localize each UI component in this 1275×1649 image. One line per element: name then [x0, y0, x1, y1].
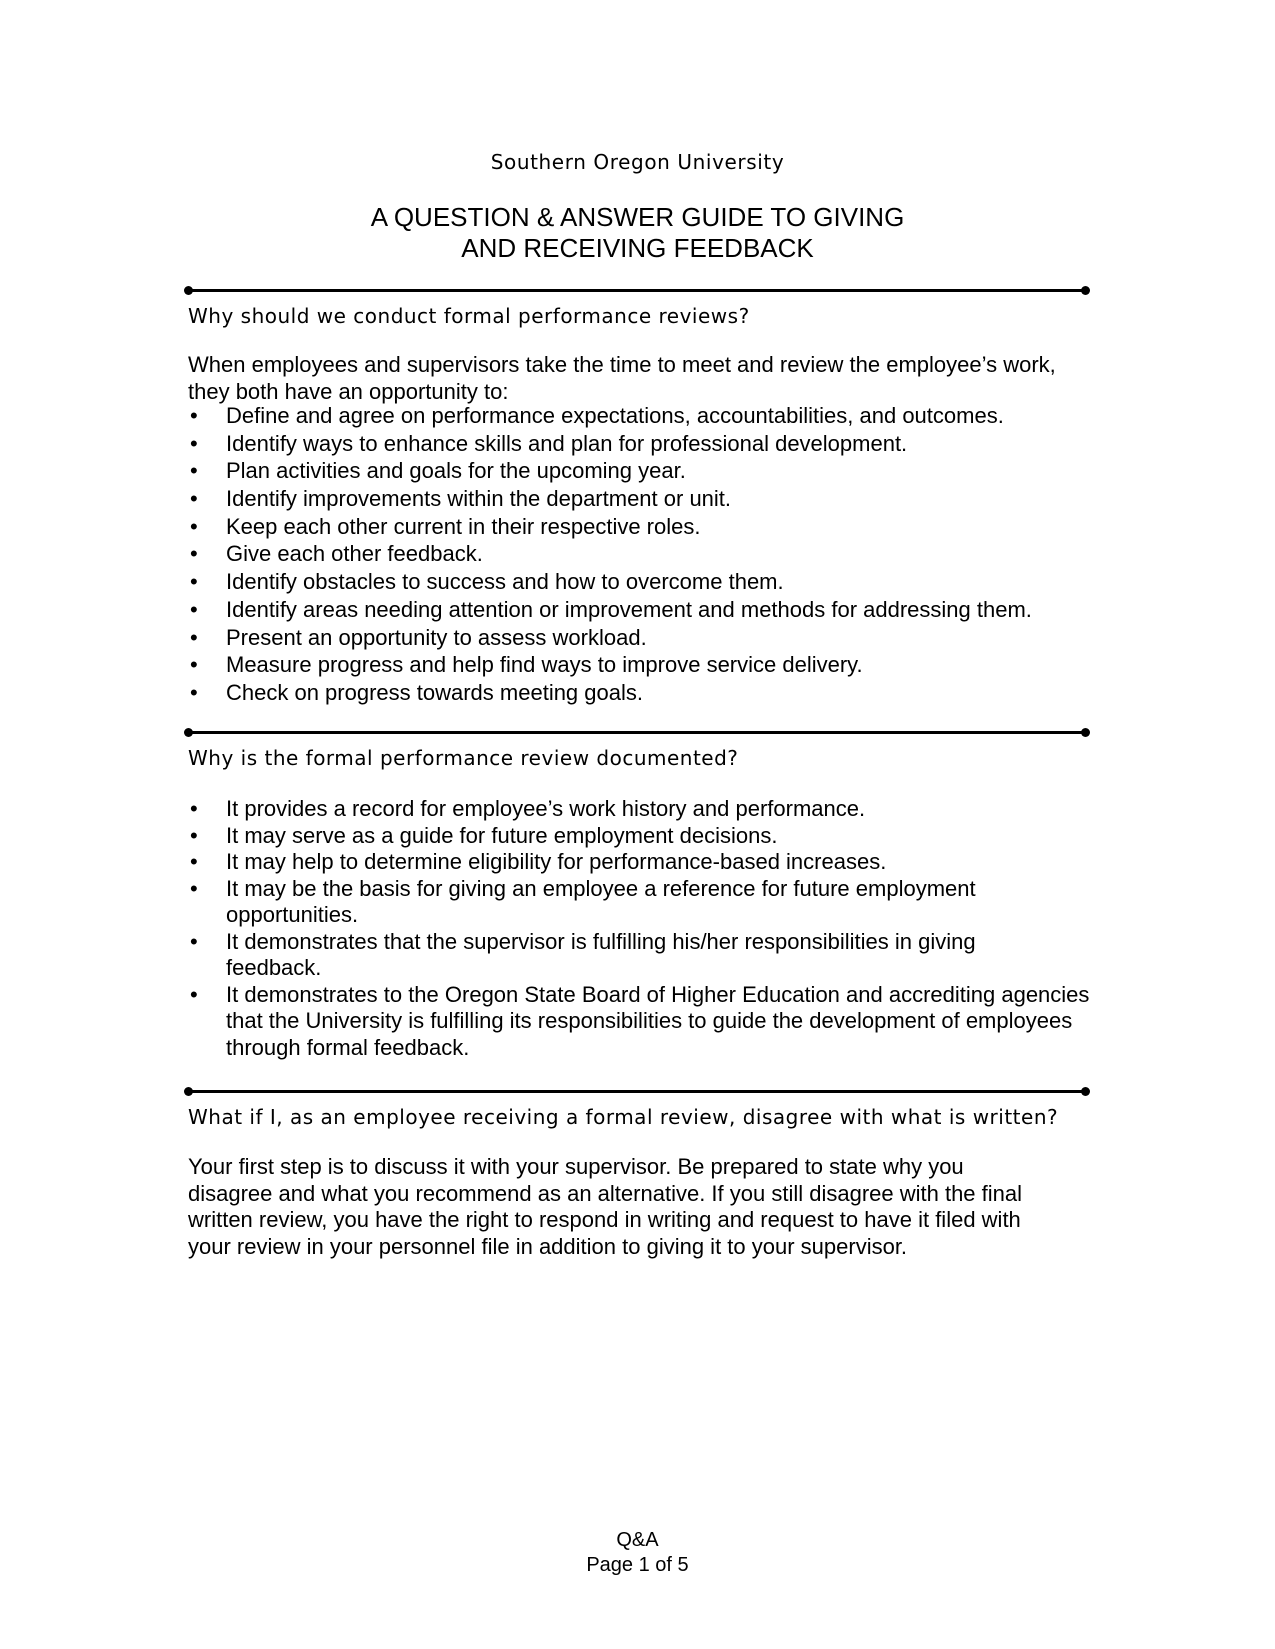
- list-item: [188, 796, 1098, 823]
- bullet-icon: •: [190, 486, 198, 512]
- bullet-icon: •: [190, 513, 198, 539]
- list-item-text: Measure progress and help find ways to improve service delivery.: [226, 652, 863, 678]
- list-item-text: Identify ways to enhance skills and plan for professional development.: [226, 430, 908, 456]
- list-item-text: Identify improvements within the department or unit.: [226, 486, 732, 512]
- university-name: Southern Oregon University: [490, 150, 785, 174]
- list-item-text: It may serve as a guide for future employment decisions.: [226, 822, 778, 848]
- list-item-text: It provides a record for employee’s work history and performance.: [226, 796, 866, 821]
- bullet-icon: •: [190, 596, 198, 622]
- section-1-question: Why should we conduct formal performance reviews?: [188, 304, 750, 328]
- list-item: [188, 982, 1098, 1062]
- footer-label: Q&A: [616, 1529, 659, 1551]
- list-item: [188, 569, 1098, 596]
- section-3-answer: Your first step is to discuss it with your supervisor. Be prepared to state why you disagree and what you recommend as an alternative. If you still disagree with the final written review, you have the right to respond in writing and request to have it filed with your review in your personnel file in addition to giving it to your supervisor.: [188, 1154, 1023, 1259]
- bullet-icon: •: [190, 875, 198, 901]
- list-item-text: Check on progress towards meeting goals.: [226, 679, 643, 705]
- section-1-intro: When employees and supervisors take the time to meet and review the employee’s work, they both have an opportunity to:: [188, 352, 1056, 404]
- list-item: [188, 625, 1098, 652]
- list-item-text: Identify areas needing attention or improvement and methods for addressing them.: [226, 596, 1032, 622]
- bullet-icon: •: [190, 430, 198, 456]
- bullet-icon: •: [190, 652, 198, 678]
- page-footer: [0, 1528, 1275, 1578]
- title-line-1: A QUESTION & ANSWER GUIDE TO GIVING: [370, 202, 905, 232]
- section-3-question: What if I, as an employee receiving a formal review, disagree with what is written?: [188, 1105, 1059, 1129]
- list-item: [188, 876, 1026, 929]
- list-item: [188, 403, 1098, 430]
- section-divider: [188, 1090, 1086, 1093]
- list-item: [188, 486, 1098, 513]
- page-number: Page 1 of 5: [586, 1554, 689, 1576]
- list-item-text: Define and agree on performance expectations, accountabilities, and outcomes.: [226, 403, 1004, 428]
- list-item-text: It may be the basis for giving an employee a reference for future employment opportunities.: [226, 875, 976, 927]
- list-item: [188, 929, 1026, 982]
- bullet-icon: •: [190, 849, 198, 874]
- title-line-2: AND RECEIVING FEEDBACK: [461, 233, 814, 263]
- list-item: [188, 597, 1098, 624]
- list-item-text: Give each other feedback.: [226, 541, 483, 567]
- section-1-bullet-list: [188, 403, 1098, 708]
- bullet-icon: •: [190, 822, 198, 848]
- bullet-icon: •: [190, 679, 198, 705]
- bullet-icon: •: [190, 928, 198, 954]
- bullet-icon: •: [190, 403, 198, 428]
- list-item: [188, 458, 1098, 485]
- list-item: [188, 514, 1098, 541]
- document-title: [0, 202, 1275, 264]
- list-item: [188, 652, 1098, 679]
- list-item-text: It demonstrates to the Oregon State Board of Higher Education and accrediting agencies that the University is fulfilling its responsibilities to guide the development of employees through formal feedback.: [226, 981, 1090, 1060]
- bullet-icon: •: [190, 458, 198, 484]
- bullet-icon: •: [190, 541, 198, 567]
- list-item-text: It demonstrates that the supervisor is fulfilling his/her responsibilities in giving feedback.: [226, 928, 976, 980]
- list-item: [188, 541, 1098, 568]
- list-item: [188, 823, 1098, 850]
- bullet-icon: •: [190, 981, 198, 1007]
- list-item-text: Identify obstacles to success and how to overcome them.: [226, 569, 784, 595]
- section-divider: [188, 731, 1086, 734]
- list-item-text: Plan activities and goals for the upcoming year.: [226, 458, 686, 484]
- section-divider: [188, 289, 1086, 292]
- list-item-text: Keep each other current in their respective roles.: [226, 513, 701, 539]
- bullet-icon: •: [190, 569, 198, 595]
- list-item: [188, 849, 1098, 876]
- section-2-bullet-list: [188, 796, 1098, 1061]
- list-item-text: It may help to determine eligibility for performance-based increases.: [226, 849, 887, 874]
- list-item: [188, 680, 1098, 707]
- bullet-icon: •: [190, 796, 198, 821]
- list-item: [188, 431, 1098, 458]
- list-item-text: Present an opportunity to assess workload.: [226, 624, 647, 650]
- bullet-icon: •: [190, 624, 198, 650]
- section-2-question: Why is the formal performance review documented?: [188, 746, 739, 770]
